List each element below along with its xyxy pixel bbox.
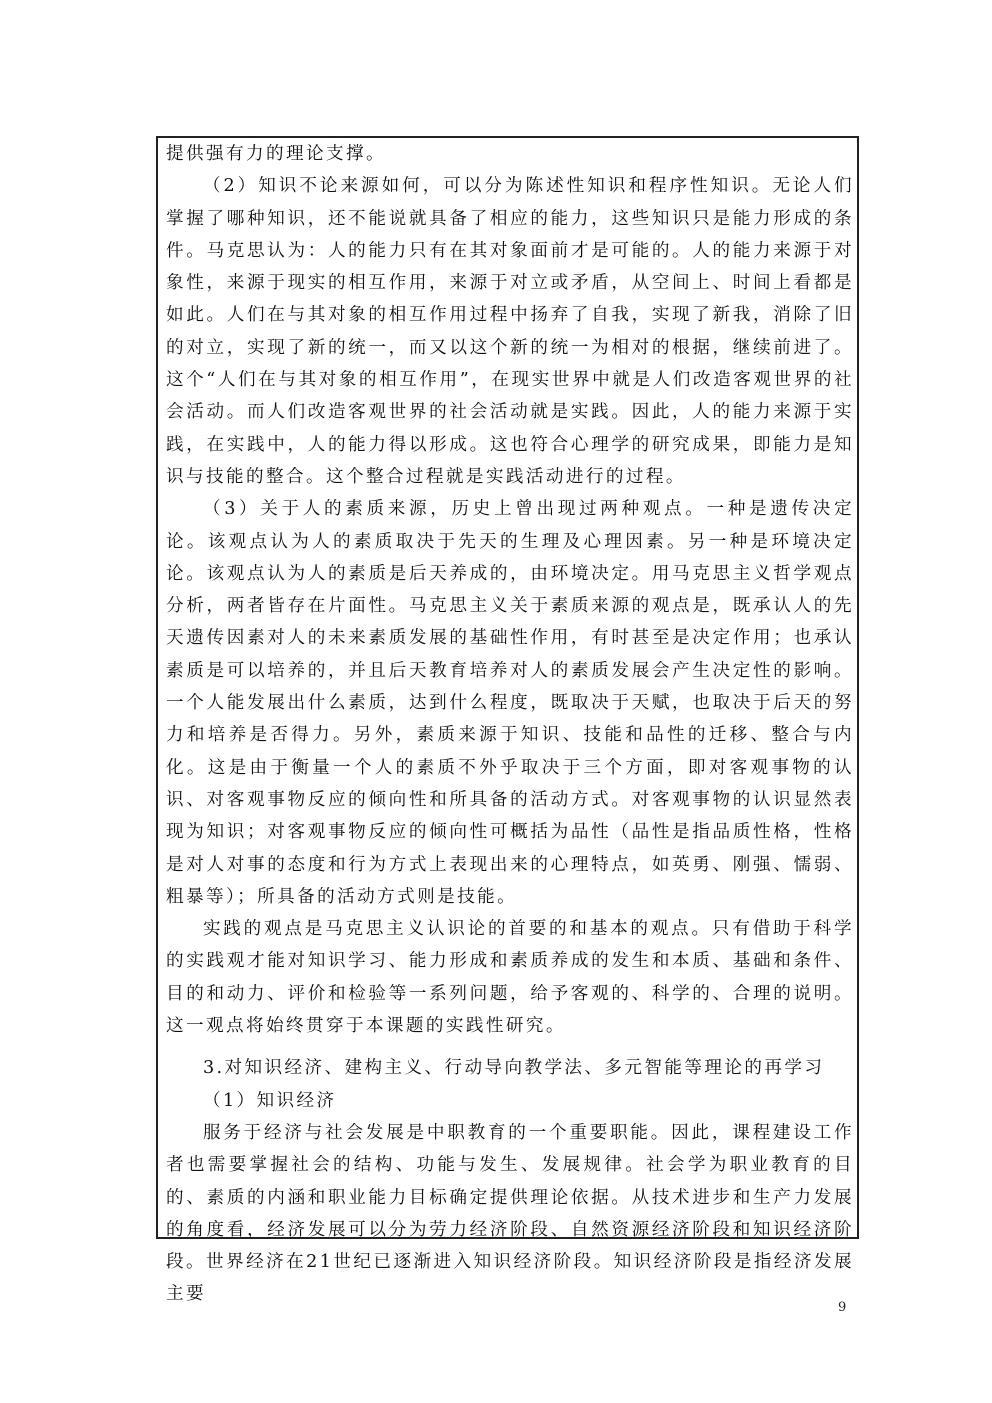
subsection-heading: （1）知识经济 — [202, 1090, 337, 1111]
document-body — [166, 138, 854, 1311]
paragraph-continuation: 提供强有力的理论支撑。 — [166, 144, 386, 164]
section-heading: 3.对知识经济、建构主义、行动导向教学法、多元智能等理论的再学习 — [202, 1058, 825, 1079]
paragraph-knowledge-source: （2）知识不论来源如何，可以分为陈述性知识和程序性知识。无论人们掌握了哪种知识，还不能说就具备了相应的能力，这些知识只是能力形成的条件。马克思认为：人的能力只有在其对象面前才是可能的。人的能力来源于对象性，来源于现实的相互作用，来源于对立或矛盾，从空间上、时间上看都是如此。人们在与其对象的相互作用过程中扬弃了自我，实现了新我，消除了旧的对立，实现了新的统一，而又以这个新的统一为相对的根据，继续前进了。这个“人们在与其对象的相互作用”，在现实世界中就是人们改造客观世界的社会活动。而人们改造客观世界的社会活动就是实践。因此，人的能力来源于实践，在实践中，人的能力得以形成。这也符合心理学的研究成果，即能力是知识与技能的整合。这个整合过程就是实践活动进行的过程。 — [166, 176, 854, 487]
paragraph-practice-view: 实践的观点是马克思主义认识论的首要的和基本的观点。只有借助于科学的实践观才能对知识学习、能力形成和素质养成的发生和本质、基础和条件、目的和动力、评价和检验等一系列问题，给予客观的、科学的、合理的说明。这一观点将始终贯穿于本课题的实践性研究。 — [166, 919, 854, 1037]
paragraph-knowledge-economy: 服务于经济与社会发展是中职教育的一个重要职能。因此，课程建设工作者也需要掌握社会的结构、功能与发生、发展规律。社会学为职业教育的目的、素质的内涵和职业能力目标确定提供理论依据。从技术进步和生产力发展的角度看，经济发展可以分为劳力经济阶段、自然资源经济阶段和知识经济阶段。世界经济在21世纪已逐渐进入知识经济阶段。知识经济阶段是指经济发展主要 — [166, 1122, 854, 1305]
page-number: 9 — [838, 1300, 847, 1315]
paragraph-quality-source: （3）关于人的素质来源，历史上曾出现过两种观点。一种是遗传决定论。该观点认为人的素质取决于先天的生理及心理因素。另一种是环境决定论。该观点认为人的素质是后天养成的，由环境决定。用马克思主义哲学观点分析，两者皆存在片面性。马克思主义关于素质来源的观点是，既承认人的先天遗传因素对人的未来素质发展的基础性作用，有时甚至是决定作用；也承认素质是可以培养的，并且后天教育培养对人的素质发展会产生决定性的影响。一个人能发展出什么素质，达到什么程度，既取决于天赋，也取决于后天的努力和培养是否得力。另外，素质来源于知识、技能和品性的迁移、整合与内化。这是由于衡量一个人的素质不外乎取决于三个方面，即对客观事物的认识、对客观事物反应的倾向性和所具备的活动方式。对客观事物的认识显然表现为知识；对客观事物反应的倾向性可概括为品性（品性是指品质性格，性格是对人对事的态度和行为方式上表现出来的心理特点，如英勇、刚强、懦弱、粗暴等）；所具备的活动方式则是技能。 — [166, 499, 854, 907]
